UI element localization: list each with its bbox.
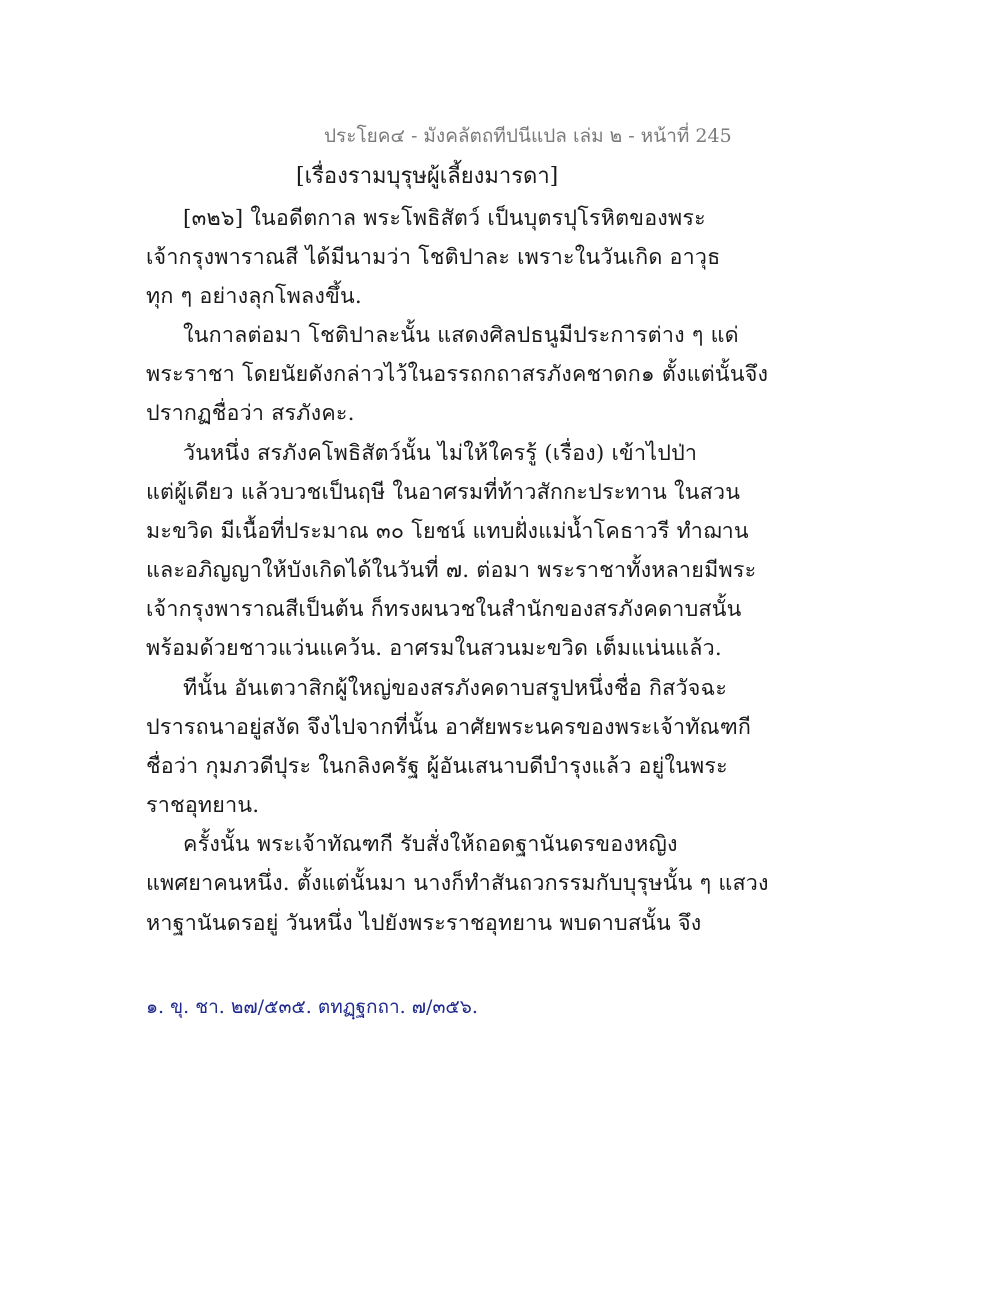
body-line: ปรากฏชื่อว่า สรภังคะ.: [146, 401, 355, 426]
body-line: และอภิญญาให้บังเกิดได้ในวันที่ ๗. ต่อมา พระราชาทั้งหลายมีพระ: [146, 558, 757, 583]
body-line: แพศยาคนหนึ่ง. ตั้งแต่นั้นมา นางก็ทำสันถวกรรมกับบุรุษนั้น ๆ แสวง: [146, 871, 769, 896]
body-line: เจ้ากรุงพาราณสี ได้มีนามว่า โชติปาละ เพราะในวันเกิด อาวุธ: [146, 245, 721, 270]
body-line: หาฐานันดรอยู่ วันหนึ่ง ไปยังพระราชอุทยาน พบดาบสนั้น จึง: [146, 911, 702, 936]
body-line: ทีนั้น อันเตวาสิกผู้ใหญ่ของสรภังคดาบสรูปหนึ่งชื่อ กิสวัจฉะ: [183, 676, 728, 701]
body-line: มะขวิด มีเนื้อที่ประมาณ ๓๐ โยชน์ แทบฝั่งแม่น้ำโคธาวรี ทำฌาน: [146, 519, 749, 544]
body-line: ชื่อว่า กุมภวดีปุระ ในกลิงครัฐ ผู้อันเสนาบดีบำรุงแล้ว อยู่ในพระ: [146, 754, 728, 779]
body-line: [๓๒๖] ในอดีตกาล พระโพธิสัตว์ เป็นบุตรปุโรหิตของพระ: [183, 206, 706, 231]
section-title: [เรื่องรามบุรุษผู้เลี้ยงมารดา]: [296, 164, 559, 189]
running-header: ประโยค๔ - มังคลัตถทีปนีแปล เล่ม ๒ - หน้าที่ 245: [324, 125, 732, 147]
body-line: ในกาลต่อมา โชติปาละนั้น แสดงศิลปธนูมีประการต่าง ๆ แด่: [183, 323, 739, 348]
body-line: เจ้ากรุงพาราณสีเป็นต้น ก็ทรงผนวชในสำนักของสรภังคดาบสนั้น: [146, 597, 742, 622]
footnote: ๑. ขุ. ชา. ๒๗/๕๓๕. ตทฏฺฐกถา. ๗/๓๕๖.: [146, 996, 478, 1018]
body-line: พระราชา โดยนัยดังกล่าวไว้ในอรรถกถาสรภังคชาดก๑ ตั้งแต่นั้นจึง: [146, 362, 769, 387]
body-line: ปรารถนาอยู่สงัด จึงไปจากที่นั้น อาศัยพระนครของพระเจ้าทัณฑกี: [146, 715, 752, 740]
body-line: แต่ผู้เดียว แล้วบวชเป็นฤษี ในอาศรมที่ท้าวสักกะประทาน ในสวน: [146, 480, 741, 505]
body-line: วันหนึ่ง สรภังคโพธิสัตว์นั้น ไม่ให้ใครรู้ (เรื่อง) เข้าไปป่า: [183, 441, 698, 466]
body-line: ราชอุทยาน.: [146, 793, 260, 818]
body-line: ครั้งนั้น พระเจ้าทัณฑกี รับสั่งให้ถอดฐานันดรของหญิง: [183, 832, 678, 857]
body-line: พร้อมด้วยชาวแว่นแคว้น. อาศรมในสวนมะขวิด เต็มแน่นแล้ว.: [146, 636, 722, 661]
body-line: ทุก ๆ อย่างลุกโพลงขึ้น.: [146, 284, 362, 309]
